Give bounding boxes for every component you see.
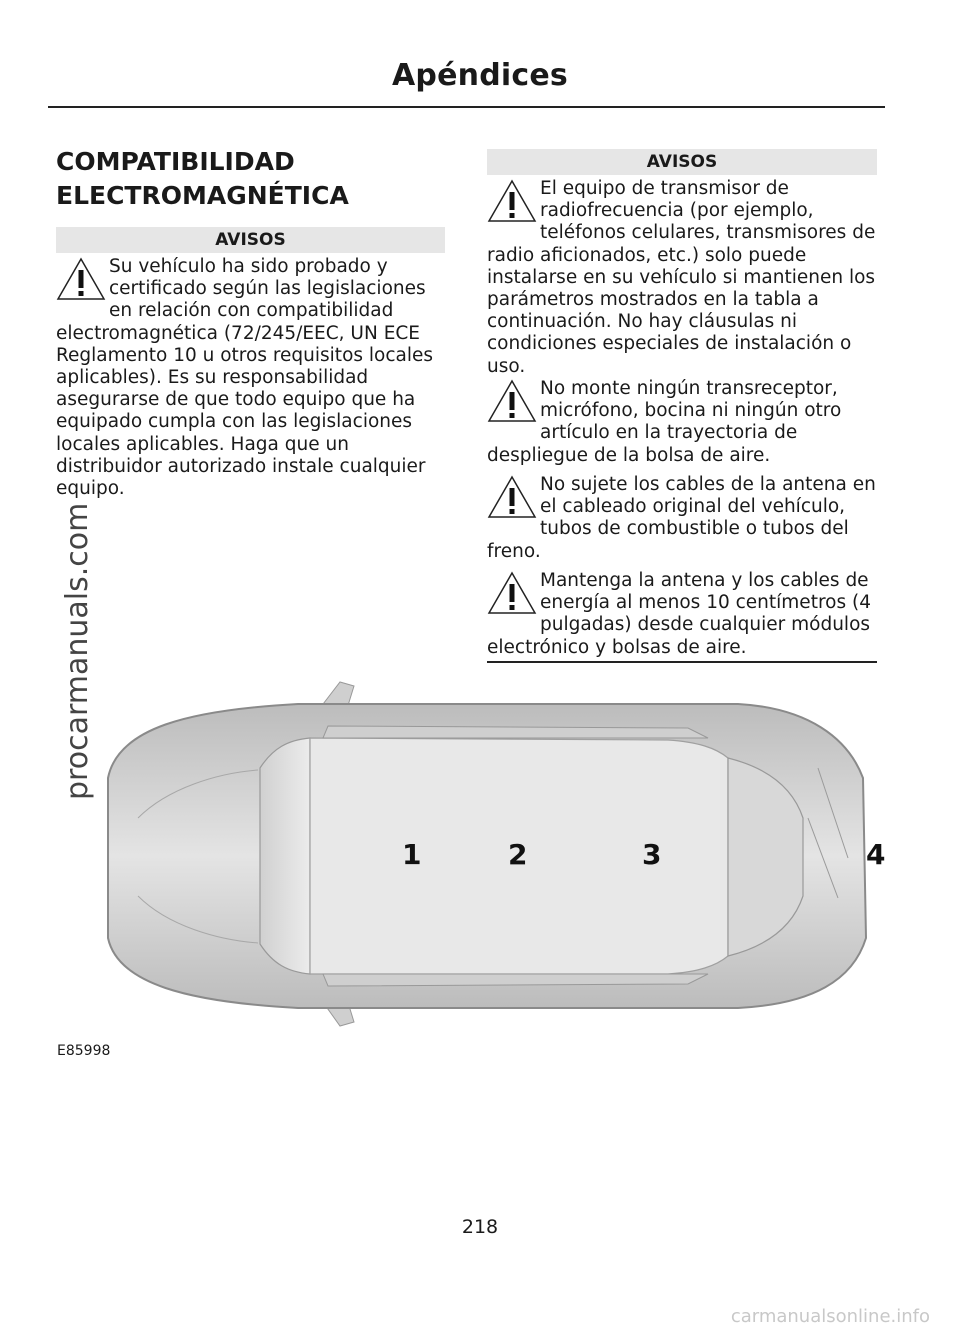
warning-text: Mantenga la antena y los cables de energía al menos 10 centímetros (4 pulgadas) desde cualquier módulos electrónico y bolsas de aire. bbox=[487, 570, 871, 658]
warning-right-3 bbox=[487, 474, 879, 563]
callout-2: 2 bbox=[508, 838, 528, 871]
car-top-view-icon bbox=[48, 668, 888, 1048]
warning-triangle-icon bbox=[487, 379, 537, 423]
figure-code: E85998 bbox=[57, 1043, 111, 1059]
warning-right-2 bbox=[487, 378, 879, 467]
warning-right-4 bbox=[487, 570, 879, 659]
warning-triangle-icon bbox=[56, 257, 106, 301]
warnings-end-rule bbox=[487, 661, 877, 663]
section-title-line-1: COMPATIBILIDAD bbox=[56, 147, 295, 176]
warning-text: Su vehículo ha sido probado y certificado según las legislaciones en relación con compatibilidad electromagnética (72/245/EEC, UN ECE Reglamento 10 u otros requisitos locales aplicables). Es su responsabilidad asegurarse de que todo equipo que ha equipado cumpla con las legislaciones locales aplicables. Haga que un distribuidor autorizado instale cualquier equipo. bbox=[56, 256, 434, 500]
callout-3: 3 bbox=[642, 838, 662, 871]
watermark-bottom: carmanualsonline.info bbox=[730, 1306, 930, 1327]
section-title bbox=[56, 145, 436, 213]
warning-triangle-icon bbox=[487, 475, 537, 519]
warning-left-1 bbox=[56, 256, 436, 500]
warning-triangle-icon bbox=[487, 179, 537, 223]
warning-right-1 bbox=[487, 178, 879, 378]
page-number: 218 bbox=[461, 1216, 499, 1238]
callout-4: 4 bbox=[866, 838, 886, 871]
avisos-heading-right: AVISOS bbox=[487, 149, 877, 175]
watermark-left: procarmanuals.com bbox=[60, 502, 95, 800]
callout-1: 1 bbox=[402, 838, 422, 871]
warning-text: El equipo de transmisor de radiofrecuencia (por ejemplo, teléfonos celulares, transmisores de radio aficionados, etc.) solo puede instalarse en su vehículo si mantienen los parámetros mostrados en la tabla a continuación. No hay cláusulas ni condiciones especiales de instalación o uso. bbox=[487, 178, 876, 377]
section-title-line-2: ELECTROMAGNÉTICA bbox=[56, 181, 349, 210]
warning-text: No monte ningún transreceptor, micrófono, bocina ni ningún otro artículo en la trayectoria de despliegue de la bolsa de aire. bbox=[487, 378, 842, 466]
page-header-title: Apéndices bbox=[392, 58, 568, 93]
avisos-heading-left: AVISOS bbox=[56, 227, 445, 253]
warning-text: No sujete los cables de la antena en el cableado original del vehículo, tubos de combustible o tubos del freno. bbox=[487, 474, 876, 562]
header-rule bbox=[48, 106, 885, 108]
warning-triangle-icon bbox=[487, 571, 537, 615]
